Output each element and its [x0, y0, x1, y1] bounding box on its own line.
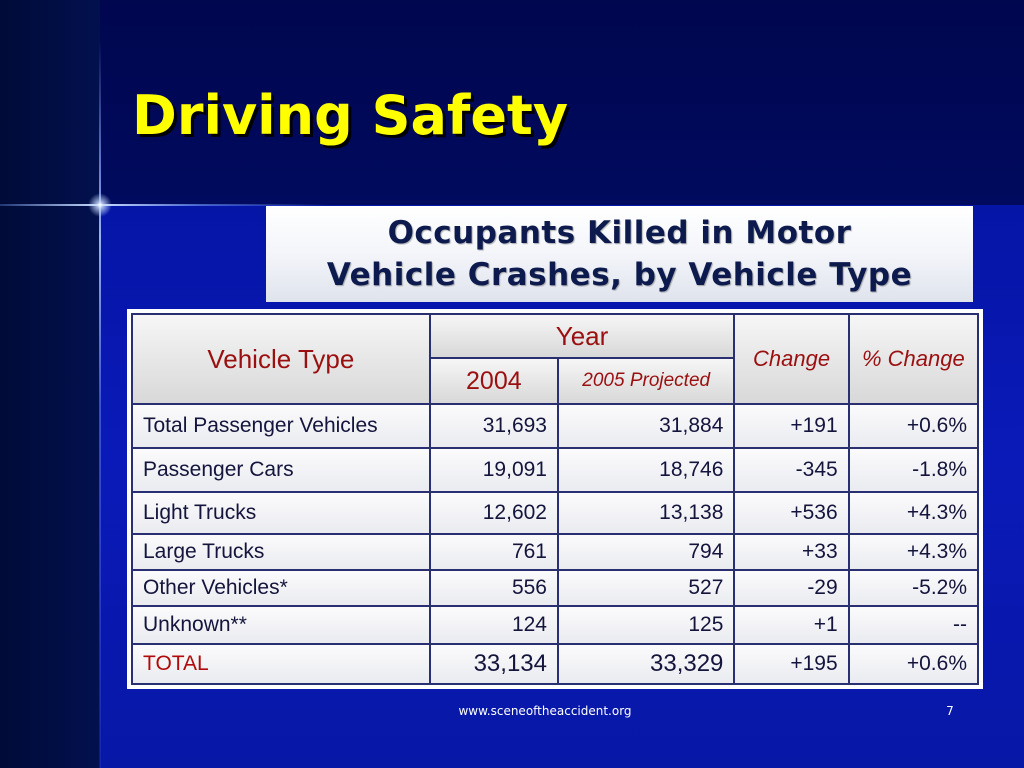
- table-row: [132, 534, 978, 570]
- cell-change: -345: [734, 448, 848, 492]
- cell-2005: 125: [558, 606, 734, 644]
- header-2004: 2004: [430, 358, 558, 404]
- decorative-vertical-line: [99, 40, 101, 768]
- cell-vehicle-type: Large Trucks: [132, 534, 430, 570]
- slide-title: Driving Safety: [132, 84, 569, 147]
- header-year: Year: [430, 314, 735, 358]
- cell-percent-change: +4.3%: [849, 534, 978, 570]
- table-row-total: [132, 644, 978, 684]
- slide-background-left: [0, 0, 100, 768]
- page-number: 7: [946, 704, 954, 718]
- cell-change: +536: [734, 492, 848, 534]
- cell-change: +1: [734, 606, 848, 644]
- header-vehicle-type: Vehicle Type: [132, 314, 430, 404]
- sparkle-icon: [88, 193, 112, 217]
- fatalities-table-container: [127, 309, 983, 689]
- cell-2004: 761: [430, 534, 558, 570]
- cell-2005: 33,329: [558, 644, 734, 684]
- cell-percent-change: +0.6%: [849, 404, 978, 448]
- table-row: [132, 606, 978, 644]
- cell-2004: 31,693: [430, 404, 558, 448]
- header-2005-projected: 2005 Projected: [558, 358, 734, 404]
- fatalities-table: [131, 313, 979, 685]
- cell-change: +33: [734, 534, 848, 570]
- cell-vehicle-type: Total Passenger Vehicles: [132, 404, 430, 448]
- cell-2005: 527: [558, 570, 734, 606]
- banner-line-2: Vehicle Crashes, by Vehicle Type: [326, 257, 913, 293]
- slide-footer: www.sceneoftheaccident.org: [458, 704, 632, 718]
- header-percent-change: % Change: [849, 314, 978, 404]
- table-row: [132, 404, 978, 448]
- cell-percent-change: -5.2%: [849, 570, 978, 606]
- cell-percent-change: +4.3%: [849, 492, 978, 534]
- table-caption-banner: [266, 206, 973, 302]
- cell-vehicle-type: Other Vehicles*: [132, 570, 430, 606]
- cell-vehicle-type: TOTAL: [132, 644, 430, 684]
- cell-2004: 556: [430, 570, 558, 606]
- cell-vehicle-type: Light Trucks: [132, 492, 430, 534]
- cell-2004: 19,091: [430, 448, 558, 492]
- cell-change: +195: [734, 644, 848, 684]
- cell-2005: 794: [558, 534, 734, 570]
- cell-change: -29: [734, 570, 848, 606]
- cell-2004: 33,134: [430, 644, 558, 684]
- cell-percent-change: +0.6%: [849, 644, 978, 684]
- header-row-top: [132, 314, 978, 358]
- header-change: Change: [734, 314, 848, 404]
- cell-vehicle-type: Unknown**: [132, 606, 430, 644]
- cell-2004: 124: [430, 606, 558, 644]
- cell-2004: 12,602: [430, 492, 558, 534]
- cell-2005: 18,746: [558, 448, 734, 492]
- cell-change: +191: [734, 404, 848, 448]
- cell-vehicle-type: Passenger Cars: [132, 448, 430, 492]
- cell-2005: 13,138: [558, 492, 734, 534]
- cell-percent-change: -1.8%: [849, 448, 978, 492]
- banner-line-1: Occupants Killed in Motor: [387, 215, 852, 251]
- table-row: [132, 448, 978, 492]
- cell-percent-change: --: [849, 606, 978, 644]
- table-row: [132, 570, 978, 606]
- cell-2005: 31,884: [558, 404, 734, 448]
- table-row: [132, 492, 978, 534]
